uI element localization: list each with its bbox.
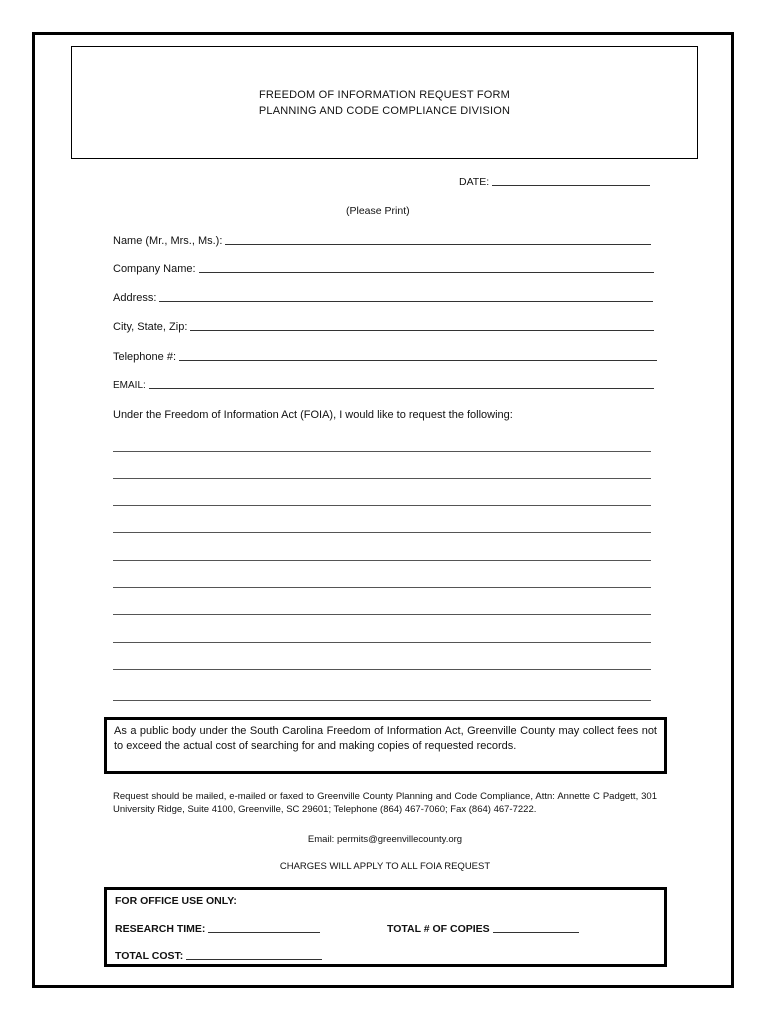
form-subtitle: PLANNING AND CODE COMPLIANCE DIVISION bbox=[258, 105, 511, 117]
fee-notice-box bbox=[104, 717, 667, 774]
request-line[interactable] bbox=[113, 614, 651, 615]
office-heading: FOR OFFICE USE ONLY: bbox=[115, 895, 237, 907]
date-line[interactable] bbox=[492, 184, 650, 186]
city-field[interactable] bbox=[113, 321, 654, 333]
form-header bbox=[71, 46, 698, 159]
name-label: Name (Mr., Mrs., Ms.): bbox=[113, 235, 223, 247]
telephone-line[interactable] bbox=[179, 359, 657, 361]
total-copies-label: TOTAL # OF COPIES bbox=[387, 923, 490, 935]
telephone-field[interactable] bbox=[113, 351, 657, 363]
telephone-label: Telephone #: bbox=[113, 351, 176, 363]
research-time-line[interactable] bbox=[208, 931, 320, 933]
request-line[interactable] bbox=[113, 669, 651, 670]
name-line[interactable] bbox=[225, 243, 651, 245]
city-label: City, State, Zip: bbox=[113, 321, 188, 333]
request-line[interactable] bbox=[113, 532, 651, 533]
company-line[interactable] bbox=[199, 271, 654, 273]
date-field[interactable] bbox=[459, 176, 650, 188]
address-line[interactable] bbox=[159, 300, 653, 302]
charges-notice: CHARGES WILL APPLY TO ALL FOIA REQUEST bbox=[279, 861, 491, 872]
email-label: EMAIL: bbox=[113, 380, 146, 391]
request-line[interactable] bbox=[113, 505, 651, 506]
total-copies-field[interactable] bbox=[387, 923, 579, 935]
form-title: FREEDOM OF INFORMATION REQUEST FORM bbox=[258, 89, 511, 101]
request-line[interactable] bbox=[113, 478, 651, 479]
request-line[interactable] bbox=[113, 451, 651, 452]
request-line[interactable] bbox=[113, 560, 651, 561]
email-line[interactable] bbox=[149, 387, 654, 389]
address-field[interactable] bbox=[113, 292, 653, 304]
request-line[interactable] bbox=[113, 642, 651, 643]
fee-notice-text: As a public body under the South Carolina Freedom of Information Act, Greenville County may collect fees not to exceed the actual cost of searching for and making copies of requested records. bbox=[114, 725, 657, 752]
mail-instructions: Request should be mailed, e-mailed or faxed to Greenville County Planning and Code Compliance, Attn: Annette C Padgett, 301 University Ridge, Suite 4100, Greenville, SC 29601; Telephone (864) 467-7060; Fax (864) 467-7222. bbox=[113, 791, 657, 815]
email-contact: Email: permits@greenvillecounty.org bbox=[307, 834, 463, 845]
total-cost-line[interactable] bbox=[186, 958, 322, 960]
total-cost-label: TOTAL COST: bbox=[115, 950, 184, 962]
city-line[interactable] bbox=[190, 329, 654, 331]
request-line[interactable] bbox=[113, 700, 651, 701]
research-time-label: RESEARCH TIME: bbox=[115, 923, 206, 935]
research-time-field[interactable] bbox=[115, 923, 320, 935]
company-label: Company Name: bbox=[113, 263, 196, 275]
email-field[interactable] bbox=[113, 380, 654, 391]
name-field[interactable] bbox=[113, 235, 651, 247]
address-label: Address: bbox=[113, 292, 157, 304]
date-label: DATE: bbox=[459, 176, 490, 188]
total-copies-line[interactable] bbox=[493, 931, 579, 933]
please-print-note: (Please Print) bbox=[346, 205, 410, 217]
total-cost-field[interactable] bbox=[115, 950, 322, 962]
request-prompt: Under the Freedom of Information Act (FOIA), I would like to request the following: bbox=[113, 409, 513, 421]
office-use-box bbox=[104, 887, 667, 967]
request-line[interactable] bbox=[113, 587, 651, 588]
company-field[interactable] bbox=[113, 263, 654, 275]
